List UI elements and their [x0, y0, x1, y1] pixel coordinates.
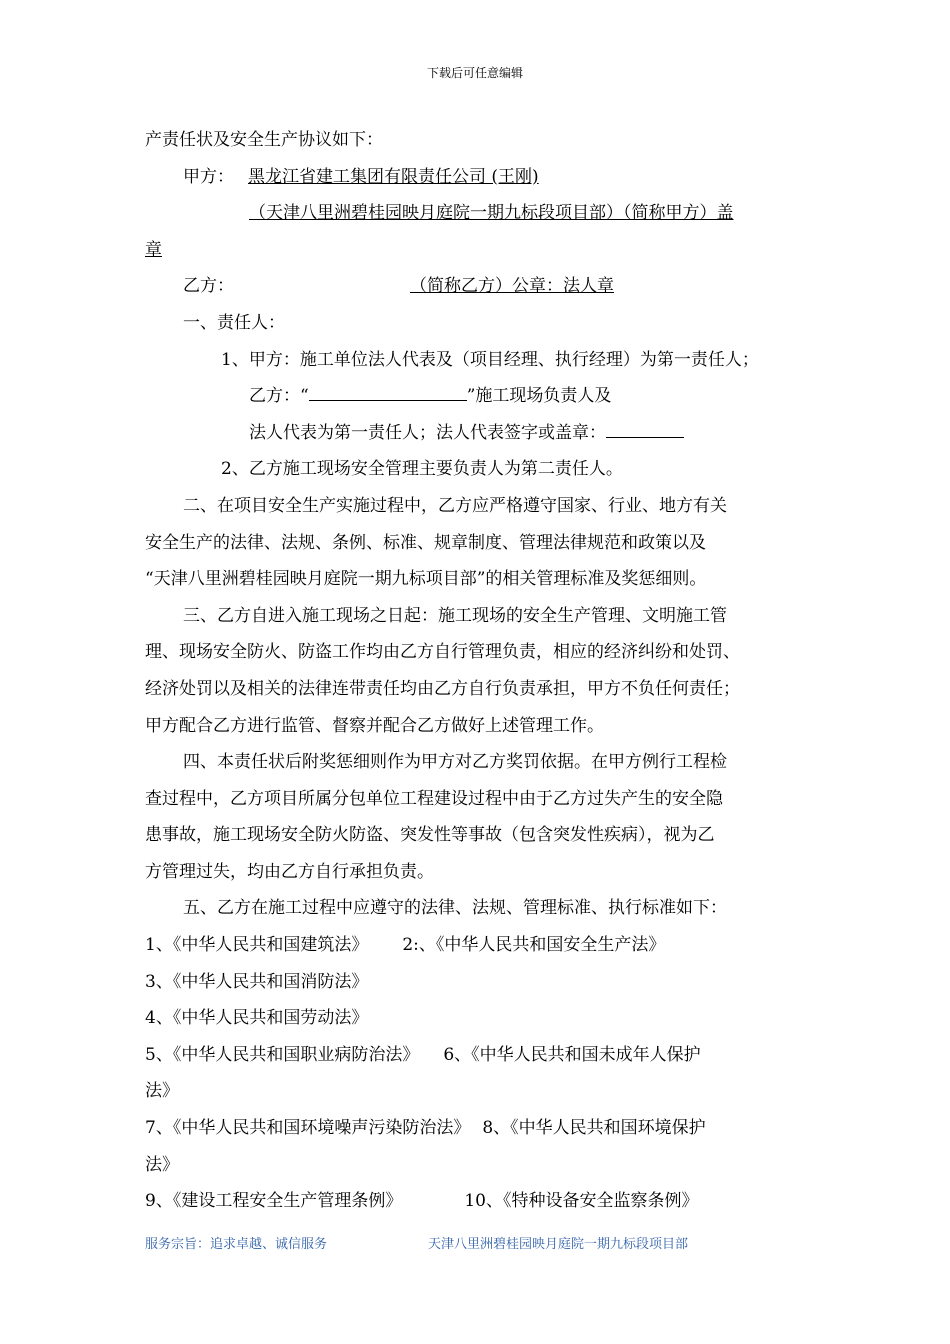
page-header: 下载后可任意编辑 — [426, 66, 523, 80]
party-a-line — [145, 159, 815, 196]
law-2: 2:、《中华人民共和国安全生产法》 — [402, 935, 666, 956]
page-footer — [145, 1233, 688, 1252]
section-4-line-2: 查过程中，乙方项目所属分包单位工程建设过程中由于乙方过失产生的安全隐 — [145, 788, 723, 809]
party-a-cont-line — [145, 232, 815, 269]
party-b-pre: 乙方：“ — [249, 386, 309, 407]
section-2-line-2: 安全生产的法律、法规、条例、标准、规章制度、管理法律规范和政策以及 — [145, 532, 706, 553]
law-7: 7、《中华人民共和国环境噪声污染防治法》 — [145, 1118, 471, 1139]
law-9: 9、《建设工程安全生产管理条例》 — [145, 1191, 403, 1212]
section-2-line-1: 二、在项目安全生产实施过程中，乙方应严格遵守国家、行业、地方有关 — [183, 495, 727, 516]
party-a-dept: （天津八里洲碧桂园映月庭院一期九标段项目部）（简称甲方）盖 — [249, 203, 734, 224]
party-b-label: 乙方： — [183, 276, 234, 297]
party-a-name: 黑龙江省建工集团有限责任公司 (王刚) — [248, 166, 539, 187]
party-b-rest: （简称乙方）公章：法人章 — [410, 276, 614, 297]
law-10: 10、《特种设备安全监察条例》 — [464, 1191, 699, 1212]
section-3-line-2: 理、现场安全防火、防盗工作均由乙方自行管理负责，相应的经济纠纷和处罚、 — [145, 642, 740, 663]
footer-left: 服务宗旨：追求卓越、诚信服务 — [145, 1237, 328, 1252]
section-1-item-1: 1、甲方：施工单位法人代表及（项目经理、执行经理）为第一责任人； — [221, 349, 759, 370]
section-4-line-1: 四、本责任状后附奖惩细则作为甲方对乙方奖罚依据。在甲方例行工程检 — [183, 752, 727, 773]
law-row-9 — [145, 1183, 815, 1220]
section-1-party-b — [145, 378, 815, 415]
law-row-7 — [145, 1110, 815, 1147]
party-b-signature-blank — [309, 382, 467, 401]
law-8: 8、《中华人民共和国环境保护 — [482, 1118, 706, 1139]
law-1: 1、《中华人民共和国建筑法》 — [145, 935, 369, 956]
legal-rep-signature-blank — [606, 419, 684, 438]
section-3-line-4: 甲方配合乙方进行监管、督察并配合乙方做好上述管理工作。 — [145, 715, 604, 736]
document-body — [145, 122, 815, 1220]
intro-line: 产责任状及安全生产协议如下： — [145, 130, 383, 150]
section-3-line-3: 经济处罚以及相关的法律连带责任均由乙方自行负责承担，甲方不负任何责任； — [145, 678, 740, 699]
party-b-line — [145, 268, 815, 305]
section-4-line-3: 患事故，施工现场安全防火防盗、突发性等事故（包含突发性疾病），视为乙 — [145, 825, 715, 846]
section-5-title: 五、乙方在施工过程中应遵守的法律、法规、管理标准、执行标准如下： — [183, 898, 727, 919]
law-8-cont: 法》 — [145, 1154, 179, 1175]
section-1-legal-rep — [145, 415, 815, 452]
law-row-5 — [145, 1037, 815, 1074]
section-2-line-3: “天津八里洲碧桂园映月庭院一期九标项目部”的相关管理标准及奖惩细则。 — [145, 569, 707, 590]
law-6: 6、《中华人民共和国未成年人保护 — [443, 1044, 701, 1065]
footer-right: 天津八里洲碧桂园映月庭院一期九标段项目部 — [428, 1237, 689, 1252]
law-row-4: 4、《中华人民共和国劳动法》 — [145, 1008, 369, 1029]
party-a-dept-line — [145, 195, 815, 232]
law-6-cont: 法》 — [145, 1081, 179, 1102]
legal-rep-text: 法人代表为第一责任人；法人代表签字或盖章： — [249, 422, 606, 443]
law-5: 5、《中华人民共和国职业病防治法》 — [145, 1044, 420, 1065]
party-b-blank — [242, 276, 614, 296]
law-row-3: 3、《中华人民共和国消防法》 — [145, 971, 369, 992]
party-a-label: 甲方： — [183, 166, 234, 187]
section-3-line-1: 三、乙方自进入施工现场之日起：施工现场的安全生产管理、文明施工管 — [183, 605, 727, 626]
section-4-line-4: 方管理过失，均由乙方自行承担负责。 — [145, 861, 434, 882]
law-row-1 — [145, 927, 815, 964]
section-1-item-2: 2、乙方施工现场安全管理主要负责人为第二责任人。 — [221, 459, 623, 480]
party-b-post: ”施工现场负责人及 — [466, 386, 612, 407]
section-1-title: 一、责任人： — [183, 312, 285, 333]
party-a-cont: 章 — [145, 239, 162, 260]
